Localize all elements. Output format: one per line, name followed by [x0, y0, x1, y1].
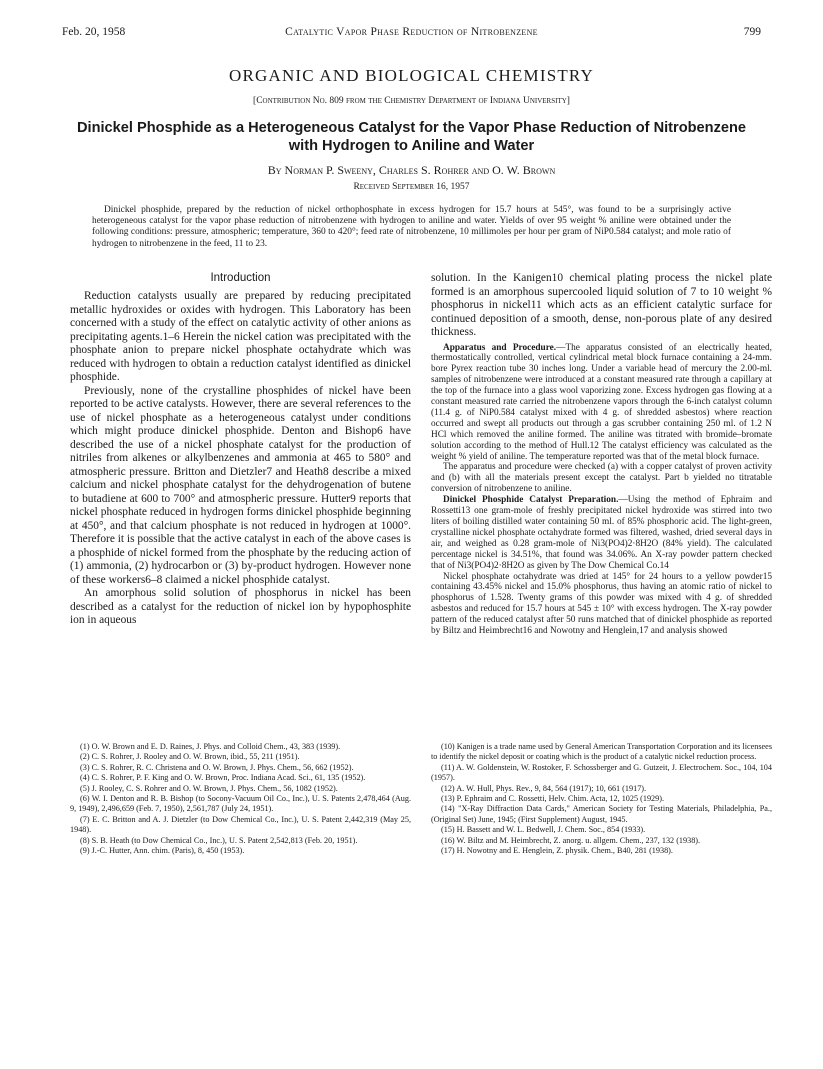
right-column [431, 272, 772, 637]
running-title: Catalytic Vapor Phase Reduction of Nitrobenzene [285, 26, 538, 38]
footnote: (1) O. W. Brown and E. D. Raines, J. Phys. and Colloid Chem., 43, 383 (1939). [80, 742, 341, 751]
footnotes-right [431, 742, 772, 856]
running-head [62, 26, 761, 42]
footnote: (15) H. Bassett and W. L. Bedwell, J. Chem. Soc., 854 (1933). [441, 825, 646, 835]
footnote: (17) H. Nowotny and E. Henglein, Z. physik. Chem., B40, 281 (1938). [441, 846, 673, 856]
article-title: Dinickel Phosphide as a Heterogeneous Catalyst for the Vapor Phase Reduction of Nitrobenzene with Hydrogen to Aniline and Water [76, 120, 747, 154]
footnote: (3) C. S. Rohrer, R. C. Christena and O. W. Brown, J. Phys. Chem., 56, 662 (1952). [80, 762, 354, 772]
intro-paragraph-1: Reduction catalysts usually are prepared by reducing precipitated metallic hydroxides or oxides with hydrogen. This Laboratory has been concerned with a study of the effect on catalytic activity of other anions as precipitating agents.1–6 Herein the nickel cation was precipitated with the phosphate anion to prepare nickel phosphate octahydrate which was reduced with hydrogen to obtain a reduction catalyst identified as dinickel phosphide. [70, 290, 411, 383]
preparation-text: —Using the method of Ephraim and Rossetti13 one gram-mole of freshly precipitated nickel hydroxide was stirred into two liters of boiling distilled water containing 50 ml. of 85% phosphoric acid. The light-green, crystalline nickel phosphate octahydrate formed was filtered, washed, dried several days in air, and weighed as 0.28 gram-mole of Ni3(PO4)2·8H2O (84% yield). The calculated percentage nickel is 34.51%, that found was 34.06%. An X-ray powder pattern checked that of Ni3(PO4)2·8H2O as given by The Dow Chemical Co.14 [431, 495, 772, 571]
footnote: (12) A. W. Hull, Phys. Rev., 9, 84, 564 (1917); 10, 661 (1917). [441, 783, 647, 793]
footnote: (4) C. S. Rohrer, P. F. King and O. W. Brown, Proc. Indiana Acad. Sci., 61, 135 (1952). [80, 773, 366, 783]
preparation-paragraph [431, 495, 772, 571]
footnote: (16) W. Biltz and M. Heimbrecht, Z. anorg. u. allgem. Chem., 237, 132 (1938). [441, 835, 701, 845]
intro-paragraph-continued: solution. In the Kanigen10 chemical plating process the nickel plate formed is an amorphous supercooled liquid solution of 7 to 10 weight % phosphorus in nickel11 which acts as an efficient catalytic surface for continued deposition of a smooth, dense, non-porous plate of any desired thickness. [431, 272, 772, 338]
intro-paragraph-2: Previously, none of the crystalline phosphides of nickel have been reported to be active catalysts. However, there are several references to the use of nickel phosphate as a heterogeneous catalyst under conditions which might produce dinickel phosphide. Denton and Bishop6 have described the use of a nickel phosphate catalyst for the production of nitriles from alkenes or alkylbenzenes and ammonia at 465 to 580° and atmospheric pressure. Britton and Dietzler7 and Heath8 describe a mixed calcium and nickel phosphate catalyst for the dehydrogenation of butene to butadiene at 600 to 700° and atmospheric pressure. Hutter9 reports that nickel phosphate reduced in hydrogen forms dinickel phosphide beginning at 450°, and that calcium phosphate is not reduced in hydrogen at 1000°. Therefore it is possible that the active catalyst in each of the above cases is a phosphide of nickel formed from the phosphate by the reducing action of (1) ammonia, (2) hydrocarbon or (3) by-product hydrogen. However none of these workers6–8 claimed a nickel phosphide catalyst. [70, 384, 411, 586]
footnote: (2) C. S. Rohrer, J. Rooley and O. W. Brown, ibid., 55, 211 (1951). [80, 752, 300, 762]
intro-paragraph-3: An amorphous solid solution of phosphorus in nickel has been described as a catalyst for the reduction of nickel ion by hypophosphite ion in aqueous [70, 587, 411, 626]
footnote: (13) P. Ephraim and C. Rossetti, Helv. Chim. Acta, 12, 1025 (1929). [441, 794, 665, 804]
footnote: (14) "X-Ray Diffraction Data Cards," American Society for Testing Materials, Philadelphia, Pa., (Original Set) June, 1945; (First Supplement) August, 1945. [431, 804, 772, 824]
footnotes-left [70, 742, 411, 856]
abstract: Dinickel phosphide, prepared by the reduction of nickel orthophosphate in excess hydrogen for 15.7 hours at 545°, was found to be a surprisingly active heterogeneous catalyst for the vapor phase reduction of nitrobenzene with hydrogen to aniline and water. Yields of over 95 weight % aniline were obtained under the following conditions: pressure, atmospheric; temperature, 360 to 420°; feed rate of nitrobenzene, 10 millimoles per hour per gram of NiP0.584 catalyst; and mole ratio of hydrogen to nitrobenzene in the feed, 11 to 23. [92, 205, 731, 249]
footnote: (9) J.-C. Hutter, Ann. chim. (Paris), 8, 450 (1953). [80, 846, 245, 856]
received-date: Received September 16, 1957 [353, 182, 470, 192]
footnote: (5) J. Rooley, C. S. Rohrer and O. W. Brown, J. Phys. Chem., 56, 1082 (1952). [80, 783, 338, 793]
apparatus-paragraph-2: The apparatus and procedure were checked (a) with a copper catalyst of proven activity and (b) with all the materials present except the catalyst. Part b yielded no titratable conversion of nitrobenzene to aniline. [431, 462, 772, 495]
contribution-line: [Contribution No. 809 from the Chemistry Department of Indiana University] [253, 96, 570, 106]
footnote: (11) A. W. Goldenstein, W. Rostoker, F. Schossberger and G. Gutzeit, J. Electrochem. Soc., 104, 104 (1957). [431, 762, 772, 783]
preparation-paragraph-2: Nickel phosphate octahydrate was dried at 145° for 24 hours to a yellow powder15 containing 43.45% nickel and 15.0% phosphorus, thus having an atomic ratio of nickel to phosphorus of 1.528. Twenty grams of this powder was mixed with 4 g. of shredded asbestos and reduced for 15.7 hours at 545 ± 10° with excess hydrogen. The X-ray powder pattern of the reduced catalyst after 50 runs matched that of dinickel phosphide as reported by Biltz and Heimbrecht16 and Nowotny and Henglein,17 and analysis showed [431, 571, 772, 637]
section-heading: ORGANIC AND BIOLOGICAL CHEMISTRY [228, 66, 595, 85]
introduction-heading: Introduction [210, 272, 271, 284]
apparatus-paragraph [431, 343, 772, 463]
apparatus-heading: Apparatus and Procedure. [443, 342, 557, 353]
footnote: (7) E. C. Britton and A. J. Dietzler (to Dow Chemical Co., Inc.), U. S. Patent 2,442,319 (May 25, 1948). [70, 814, 411, 835]
page-number: 799 [743, 26, 761, 38]
preparation-heading: Dinickel Phosphide Catalyst Preparation. [443, 495, 619, 506]
issue-date: Feb. 20, 1958 [62, 26, 126, 38]
footnote: (8) S. B. Heath (to Dow Chemical Co., Inc.), U. S. Patent 2,542,813 (Feb. 20, 1951). [80, 835, 358, 845]
left-column [70, 272, 411, 628]
footnote: (6) W. I. Denton and R. B. Bishop (to Socony-Vacuum Oil Co., Inc.), U. S. Patents 2,478,464 (Aug. 9, 1949), 2,496,659 (Feb. 7, 1950), 2,561,787 (July 24, 1951). [70, 794, 411, 814]
apparatus-text: —The apparatus consisted of an electrically heated, thermostatically controlled, vertical cylindrical metal block furnace containing a 24-mm. bore Pyrex reaction tube 30 inches long. Under a variable head of mercury the 2.00-ml. samples of nitrobenzene were introduced at a constant measured rate through a capillary at the top of the furnace into a glass wool vaporizing zone. Excess hydrogen gas flowing at a constant measured rate carried the nitrobenzene vapors through the 6-inch catalyst column (11.4 g. of NiP0.584 catalyst mixed with 4 g. of shredded asbestos) where reaction occurred and swept all products out through a gas scrubber containing 250 ml. of 1.2 N HCl which removed the aniline formed. The aniline was titrated with bromide–bromate solution according to the method of Hull.12 The catalyst efficiency was calculated as the weight % yield of aniline. The temperature reported was that of the metal block furnace. [431, 342, 772, 462]
footnote: (10) Kanigen is a trade name used by General American Transportation Corporation and its licensees to identify the nickel deposit or coating which is the product of a catalytic nickel reduction process. [431, 742, 772, 762]
author-line: By Norman P. Sweeny, Charles S. Rohrer and O. W. Brown [267, 163, 556, 177]
